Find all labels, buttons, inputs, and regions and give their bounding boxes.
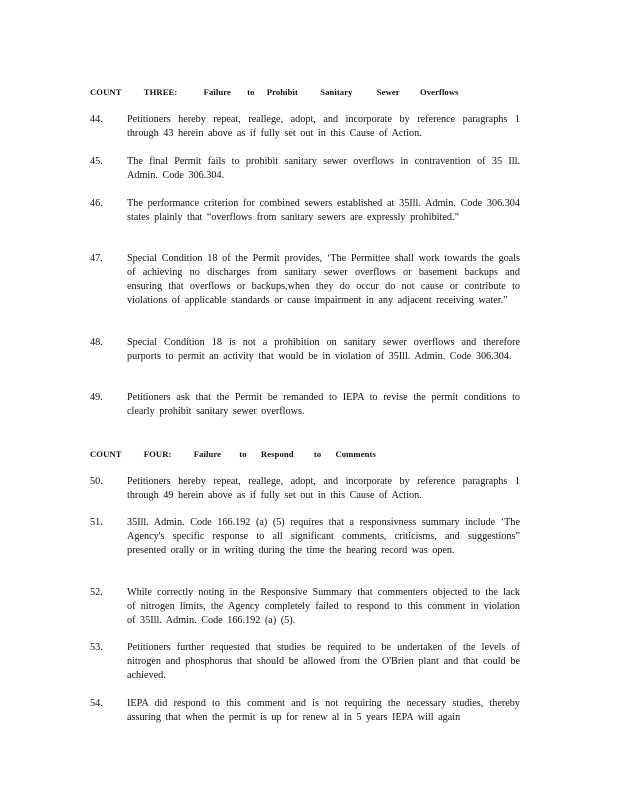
paragraph-number: 51. xyxy=(90,517,103,528)
paragraph-number: 53. xyxy=(90,642,103,653)
paragraph-text: Petitioners ask that the Permit be remanded to IEPA to revise the permit conditions to clearly prohibit sanitary sewer overflows. xyxy=(127,392,520,417)
heading-word: to xyxy=(239,449,247,459)
heading-word: Failure xyxy=(203,87,231,97)
paragraph-text: Petitioners hereby repeat, reallege, adopt, and incorporate by reference paragraphs 1 through 43 herein above as if fully set out in this Cause of Action. xyxy=(127,114,520,139)
paragraph-51 xyxy=(90,516,520,558)
heading-word: COUNT xyxy=(90,449,122,459)
paragraph-text: The final Permit fails to prohibit sanitary sewer overflows in contravention of 35 Ill. Admin. Code 306.304. xyxy=(127,156,520,181)
heading-word: Failure xyxy=(193,449,222,459)
paragraph-number: 52. xyxy=(90,587,103,598)
paragraph-46 xyxy=(90,197,520,225)
paragraph-44 xyxy=(90,113,520,141)
paragraph-53 xyxy=(90,641,520,683)
paragraph-45 xyxy=(90,155,520,183)
paragraph-text: Special Condition 18 is not a prohibition on sanitary sewer overflows and therefore purports to permit an activity that would be in violation of 35Ill. Admin. Code 306.304. xyxy=(127,337,520,362)
heading-word: Sanitary xyxy=(320,87,353,97)
paragraph-number: 48. xyxy=(90,337,103,348)
paragraph-54 xyxy=(90,697,520,725)
paragraph-text: The performance criterion for combined sewers established at 35Ill. Admin. Code 306.304 states plainly that “overflows from sanitary sewers are expressly prohibited.” xyxy=(127,198,520,223)
paragraph-text: 35Ill. Admin. Code 166.192 (a) (5) requires that a responsivness summary include ‘The Agency's specific response to all significant comments, criticisms, and suggestions” presented orally or in writing during the time the hearing record was open. xyxy=(127,517,520,556)
paragraph-text: IEPA did respond to this comment and is not requiring the necessary studies, thereby assuring that when the permit is up for renew al in 5 years IEPA will again xyxy=(127,698,520,723)
heading-word: Respond xyxy=(260,449,294,459)
paragraph-number: 54. xyxy=(90,698,103,709)
paragraph-number: 49. xyxy=(90,392,103,403)
paragraph-number: 46. xyxy=(90,198,103,209)
heading-word: to xyxy=(313,449,322,459)
paragraph-48 xyxy=(90,336,520,364)
heading-word: Sewer xyxy=(376,87,400,97)
paragraph-number: 47. xyxy=(90,253,103,264)
heading-word: THREE: xyxy=(143,87,178,97)
paragraph-47 xyxy=(90,252,520,308)
paragraph-text: Special Condition 18 of the Permit provides, ‘The Permittee shall work towards the goals of achieving no discharges from sanitary sewer overflows or basement backups and ensuring that overflows or backups,when they do occur do not cause or contribute to violations of applicable standards or cause impairment in any adjacent receiving water.” xyxy=(127,253,520,306)
heading-word: Prohibit xyxy=(266,87,298,97)
heading-word: FOUR: xyxy=(143,449,172,459)
heading-word: to xyxy=(247,87,255,97)
count-three-heading xyxy=(90,87,459,97)
paragraph-text: Petitioners further requested that studies be required to be undertaken of the levels of nitrogen and phosphorus that should be allowed from the O'Brien plant and that could be achieved. xyxy=(127,642,520,681)
heading-word: Overflows xyxy=(419,87,459,97)
paragraph-52 xyxy=(90,586,520,628)
paragraph-50 xyxy=(90,475,520,503)
paragraph-number: 45. xyxy=(90,156,103,167)
paragraph-text: Petitioners hereby repeat, reallege, adopt, and incorporate by reference paragraphs 1 through 49 herein above as if fully set out in this Cause of Action. xyxy=(127,476,520,501)
count-four-heading xyxy=(90,449,376,459)
paragraph-text: While correctly noting in the Responsive Summary that commenters objected to the lack of nitrogen limits, the Agency completely failed to respond to this comment in violation of 35Ill. Admin. Code 166.192 (a) (5). xyxy=(127,587,520,626)
heading-word: COUNT xyxy=(90,87,122,97)
paragraph-number: 44. xyxy=(90,114,103,125)
paragraph-49 xyxy=(90,391,520,419)
paragraph-number: 50. xyxy=(90,476,103,487)
heading-word: Comments xyxy=(335,449,376,459)
